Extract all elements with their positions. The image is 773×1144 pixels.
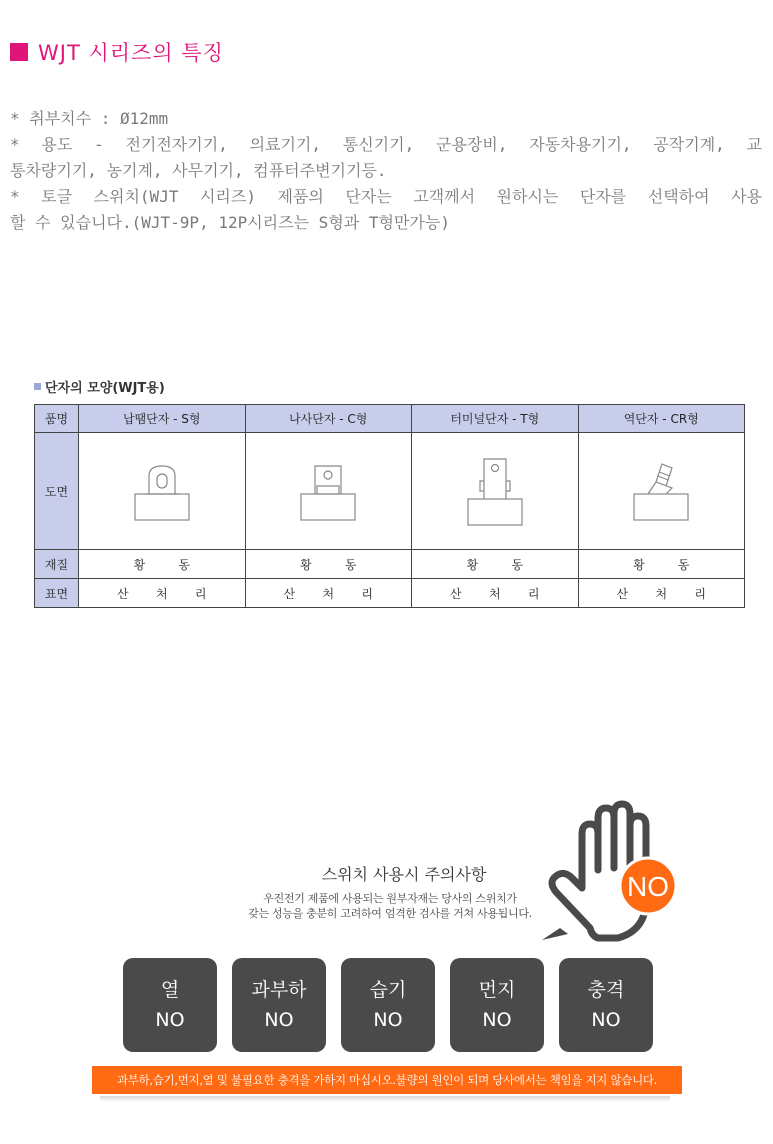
caution-item-label: 충격 [587, 979, 625, 1001]
surface-char: 리 [361, 586, 373, 601]
surface-char: 리 [694, 586, 706, 601]
material-cell [79, 550, 246, 579]
caution-item-dust [450, 958, 544, 1052]
column-header: 터미널단자 - T형 [412, 405, 579, 433]
tab-terminal-icon [460, 451, 530, 531]
drawing-cell [412, 433, 579, 550]
caution-item-value: NO [155, 1009, 185, 1031]
surface-char: 산 [616, 586, 629, 601]
caution-subtitle [190, 891, 590, 921]
material-cell [578, 550, 745, 579]
surface-cell [245, 579, 412, 608]
column-header: 역단자 - CR형 [578, 405, 745, 433]
material-char: 황 [633, 557, 645, 572]
column-header: 나사단자 - C형 [245, 405, 412, 433]
page-title-text: WJT 시리즈의 특징 [38, 41, 224, 65]
caution-item-value: NO [264, 1009, 294, 1031]
desc-line: * 취부치수 : Ø12mm [10, 109, 169, 128]
stop-hand-icon [538, 800, 678, 950]
row-label-name: 품명 [35, 405, 79, 433]
row-label-material: 재질 [35, 550, 79, 579]
surface-cell [412, 579, 579, 608]
caution-item-label: 먼지 [478, 979, 516, 1001]
caution-items [123, 958, 653, 1052]
feature-description [10, 106, 762, 236]
material-cell [412, 550, 579, 579]
desc-line: * 토글 스위치(WJT 시리즈) 제품의 단자는 고객께서 원하시는 단자를 선택하여 사용 [10, 187, 762, 206]
caution-sub-line: 우진전기 제품에 사용되는 원부자재는 당사의 스위치가 [263, 892, 517, 905]
surface-char: 처 [322, 586, 335, 601]
reverse-terminal-icon [626, 456, 696, 526]
column-header: 납땜단자 - S형 [79, 405, 246, 433]
caution-item-heat [123, 958, 217, 1052]
caution-title: 스위치 사용시 주의사항 [321, 865, 487, 884]
row-label-drawing: 도면 [35, 433, 79, 550]
surface-char: 처 [488, 586, 501, 601]
caution-item-shock [559, 958, 653, 1052]
material-cell [245, 550, 412, 579]
caution-item-value: NO [482, 1009, 512, 1031]
caption-bullet-icon [34, 383, 41, 390]
surface-char: 산 [450, 586, 462, 601]
caution-item-value: NO [591, 1009, 621, 1031]
table-row-material [35, 550, 745, 579]
terminal-table-caption [34, 377, 165, 396]
caution-item-humidity [341, 958, 435, 1052]
title-bullet-icon [10, 43, 28, 61]
surface-cell [79, 579, 246, 608]
table-row-surface [35, 579, 745, 608]
table-row-drawing [35, 433, 745, 550]
material-char: 동 [511, 557, 523, 572]
surface-char: 처 [655, 586, 668, 601]
caution-item-label: 과부하 [251, 979, 307, 1001]
table-header-row [35, 405, 745, 433]
caution-item-value: NO [373, 1009, 403, 1031]
surface-char: 산 [283, 586, 296, 601]
surface-char: 리 [527, 586, 540, 601]
terminal-shape-table [34, 404, 745, 608]
desc-line: 할 수 있습니다.(WJT-9P, 12P시리즈는 S형과 T형만가능) [10, 213, 450, 232]
drawing-cell [578, 433, 745, 550]
desc-line: 통차량기기, 농기계, 사무기기, 컴퓨터주변기기등. [10, 161, 387, 180]
warning-bar-shadow [100, 1096, 670, 1102]
drawing-cell [245, 433, 412, 550]
surface-cell [578, 579, 745, 608]
surface-char: 처 [155, 586, 168, 601]
no-badge-text: NO [627, 871, 669, 902]
drawing-cell [79, 433, 246, 550]
material-char: 동 [178, 557, 190, 572]
surface-char: 산 [117, 586, 129, 601]
material-char: 동 [344, 557, 357, 572]
row-label-surface: 표면 [35, 579, 79, 608]
caution-sub-line: 갖는 성능을 충분히 고려하여 엄격한 검사를 거쳐 사용됩니다. [248, 907, 532, 920]
material-char: 황 [300, 557, 312, 572]
material-char: 황 [466, 557, 479, 572]
screw-terminal-icon [293, 456, 363, 526]
surface-char: 리 [194, 586, 207, 601]
caution-item-label: 열 [160, 979, 180, 1001]
solder-terminal-icon [127, 456, 197, 526]
page-title [10, 38, 224, 66]
warning-bar: 과부하,습기,먼지,열 및 불필요한 충격을 가하지 마십시오.불량의 원인이 되며 당사에서는 책임을 지지 않습니다. [92, 1066, 682, 1094]
caution-item-label: 습기 [369, 979, 407, 1001]
material-char: 동 [677, 557, 690, 572]
desc-line: * 용도 - 전기전자기기, 의료기기, 통신기기, 군용장비, 자동차용기기, 공작기계, 교 [10, 135, 762, 154]
material-char: 황 [133, 557, 146, 572]
caution-item-overload [232, 958, 326, 1052]
caption-text: 단자의 모양(WJT용) [45, 381, 165, 396]
